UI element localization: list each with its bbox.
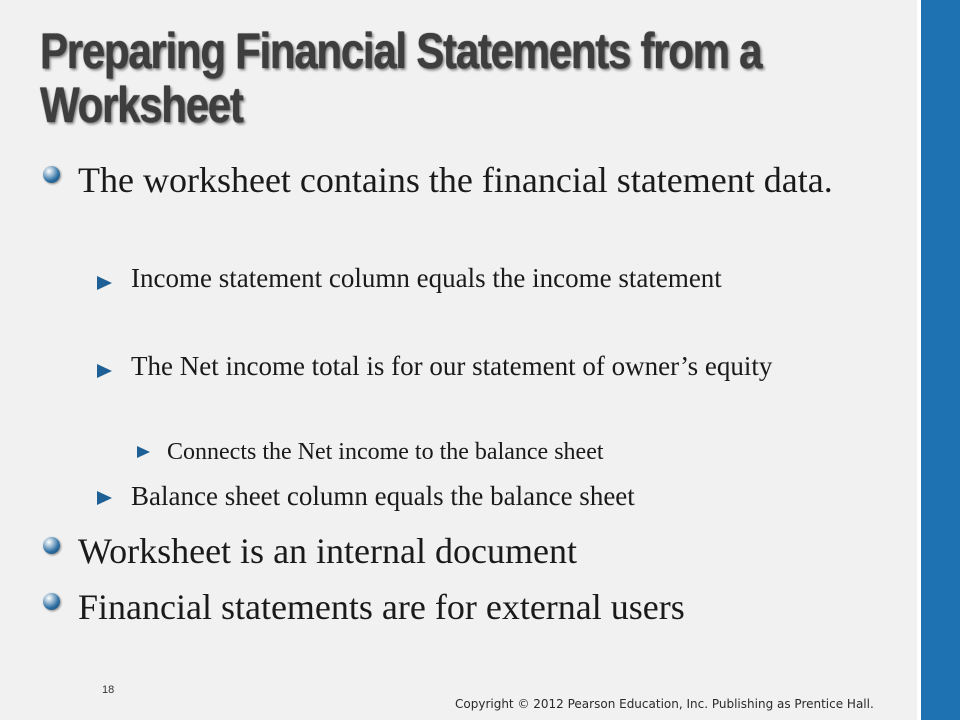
arrow-bullet-icon xyxy=(97,364,112,378)
page-number: 18 xyxy=(102,684,115,696)
sphere-bullet-icon xyxy=(43,166,60,183)
bullet-item-level3: Connects the Net income to the balance sheet xyxy=(167,439,604,465)
bullet-item-level2: The Net income total is for our statement of owner’s equity xyxy=(131,351,773,381)
arrow-bullet-icon xyxy=(97,276,112,290)
bullet-item-level1: Financial statements are for external users xyxy=(78,587,685,627)
bullet-item-level1: Worksheet is an internal document xyxy=(78,531,577,571)
accent-bar xyxy=(921,0,960,720)
sphere-bullet-icon xyxy=(43,537,60,554)
arrow-bullet-icon xyxy=(97,491,112,505)
sphere-bullet-icon xyxy=(43,593,60,610)
arrow-bullet-icon xyxy=(137,446,150,458)
bullet-item-level2: Income statement column equals the income statement xyxy=(131,263,722,293)
bullet-item-level2: Balance sheet column equals the balance sheet xyxy=(131,481,635,511)
slide-title: Preparing Financial Statements from a Worksheet xyxy=(40,23,762,133)
copyright-footer: Copyright © 2012 Pearson Education, Inc. Publishing as Prentice Hall. xyxy=(455,697,874,711)
bullet-item-level1: The worksheet contains the financial statement data. xyxy=(78,160,833,200)
